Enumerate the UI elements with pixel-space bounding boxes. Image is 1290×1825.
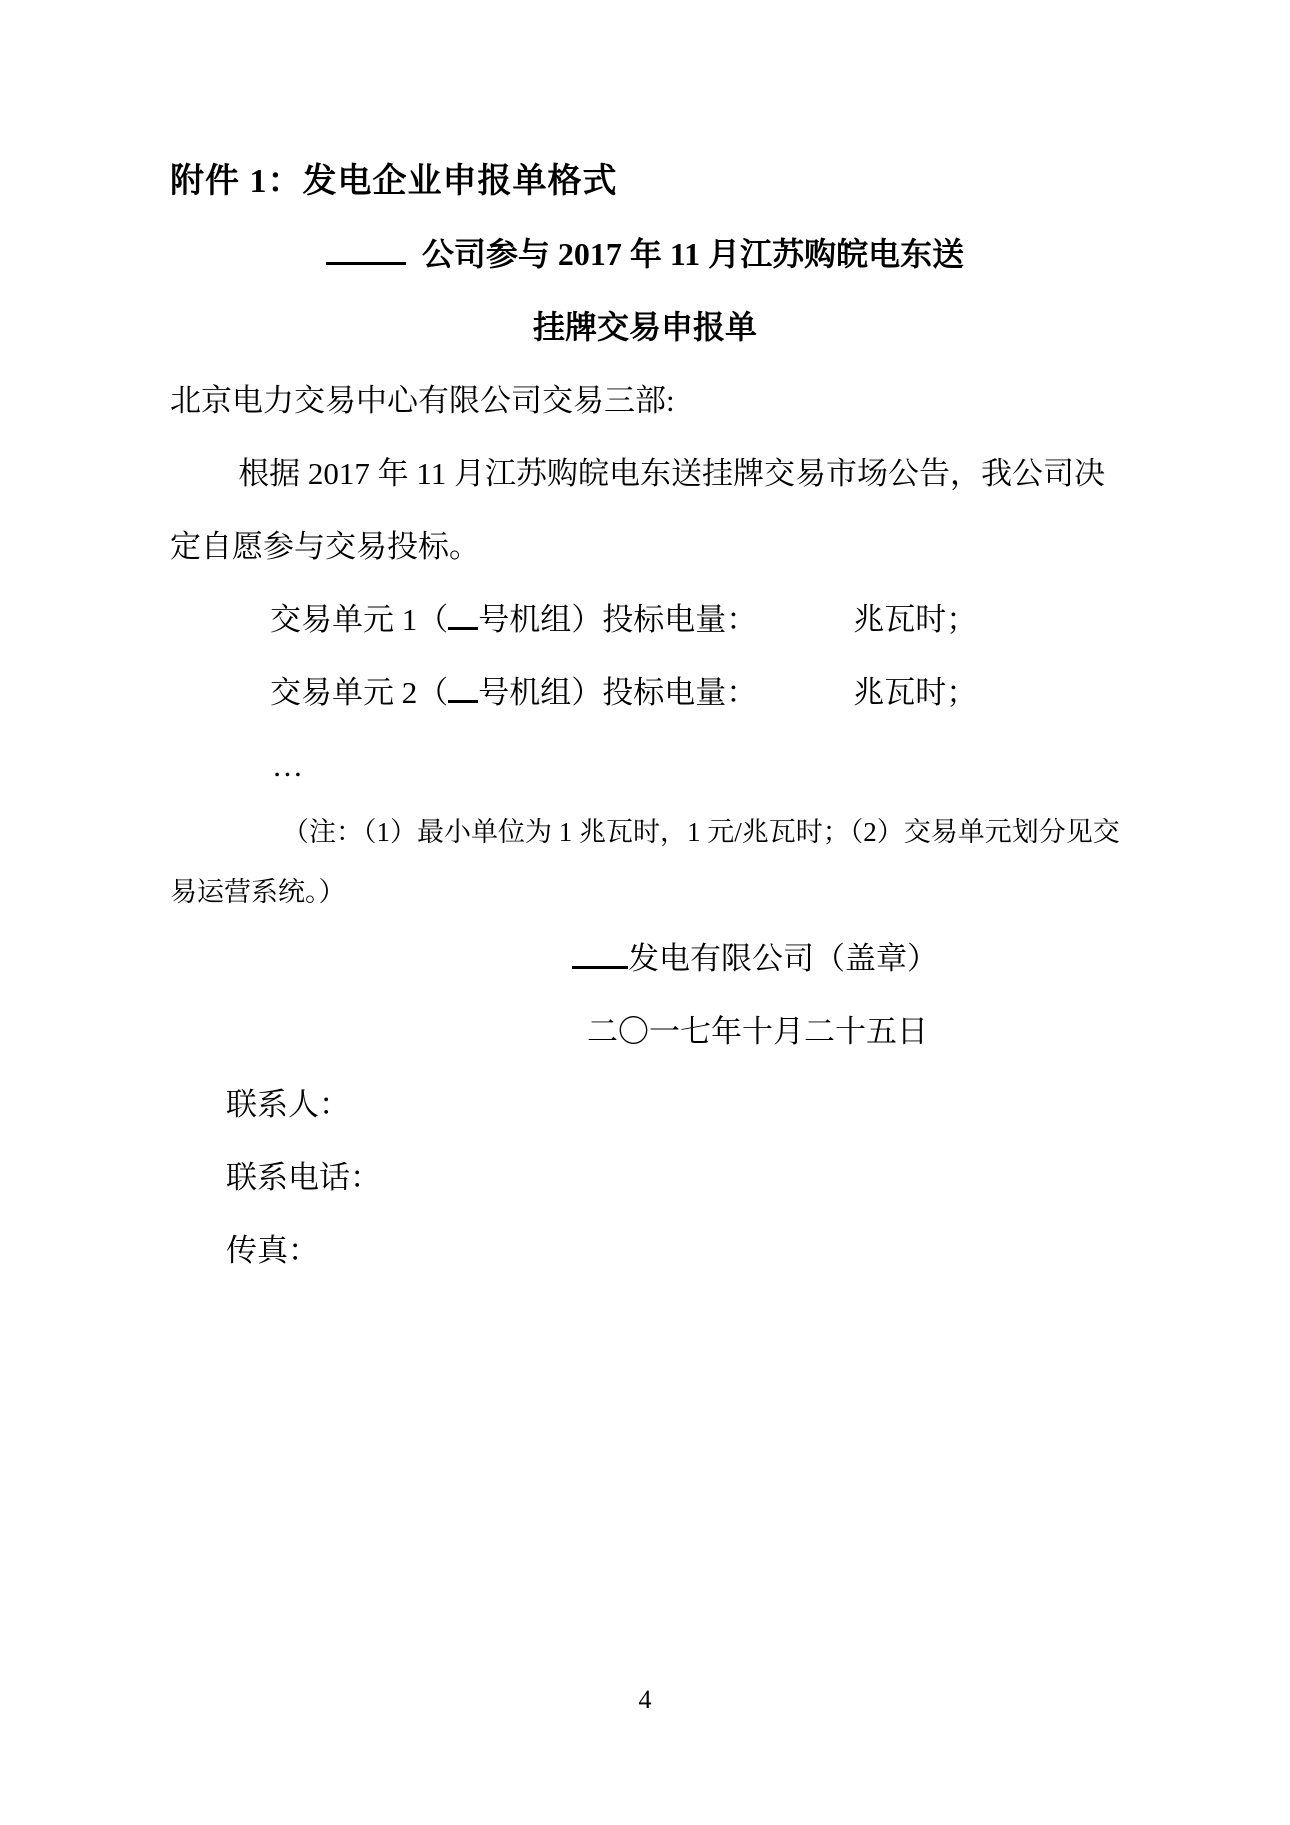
body-paragraph-line1: 根据 2017 年 11 月江苏购皖电东送挂牌交易市场公告，我公司决 <box>238 456 1106 491</box>
fax-label: 传真： <box>226 1233 319 1268</box>
signature-company-text: 发电有限公司（盖章） <box>628 941 938 976</box>
signature-date: 二〇一七年十月二十五日 <box>587 1014 928 1049</box>
bid-line-1 <box>170 583 1120 656</box>
note-line-2: 易运营系统。） <box>170 877 346 907</box>
contact-phone-label: 联系电话： <box>226 1160 381 1195</box>
signature-company-blank <box>572 962 628 969</box>
ellipsis: … <box>272 748 305 783</box>
unit-number-blank-2 <box>448 696 478 703</box>
note-line-1: （注：（1）最小单位为 1 兆瓦时，1 元/兆瓦时；（2）交易单元划分见交 <box>282 817 1120 847</box>
salutation: 北京电力交易中心有限公司交易三部: <box>170 383 675 418</box>
form-title-line1-text: 公司参与 2017 年 11 月江苏购皖电东送 <box>421 236 965 272</box>
bid-line-2-prefix: 交易单元 2（ <box>270 675 449 710</box>
bid-line-2-unit: 兆瓦时； <box>853 675 978 710</box>
company-name-blank <box>326 258 406 265</box>
contact-person-label: 联系人： <box>226 1087 350 1122</box>
page-number: 4 <box>638 1685 652 1714</box>
unit-number-blank-1 <box>448 623 478 630</box>
form-title-line1 <box>170 218 1120 291</box>
attachment-title: 附件 1：发电企业申报单格式 <box>170 163 618 200</box>
form-title-line2: 挂牌交易申报单 <box>532 309 757 345</box>
signature-line <box>170 922 1120 995</box>
bid-line-1-prefix: 交易单元 1（ <box>270 602 449 637</box>
bid-line-1-unit: 兆瓦时； <box>853 602 978 637</box>
body-paragraph-line2: 定自愿参与交易投标。 <box>170 529 480 564</box>
bid-line-2-suffix: 号机组）投标电量： <box>478 675 758 710</box>
bid-line-2 <box>170 656 1120 729</box>
bid-line-1-suffix: 号机组）投标电量： <box>478 602 758 637</box>
